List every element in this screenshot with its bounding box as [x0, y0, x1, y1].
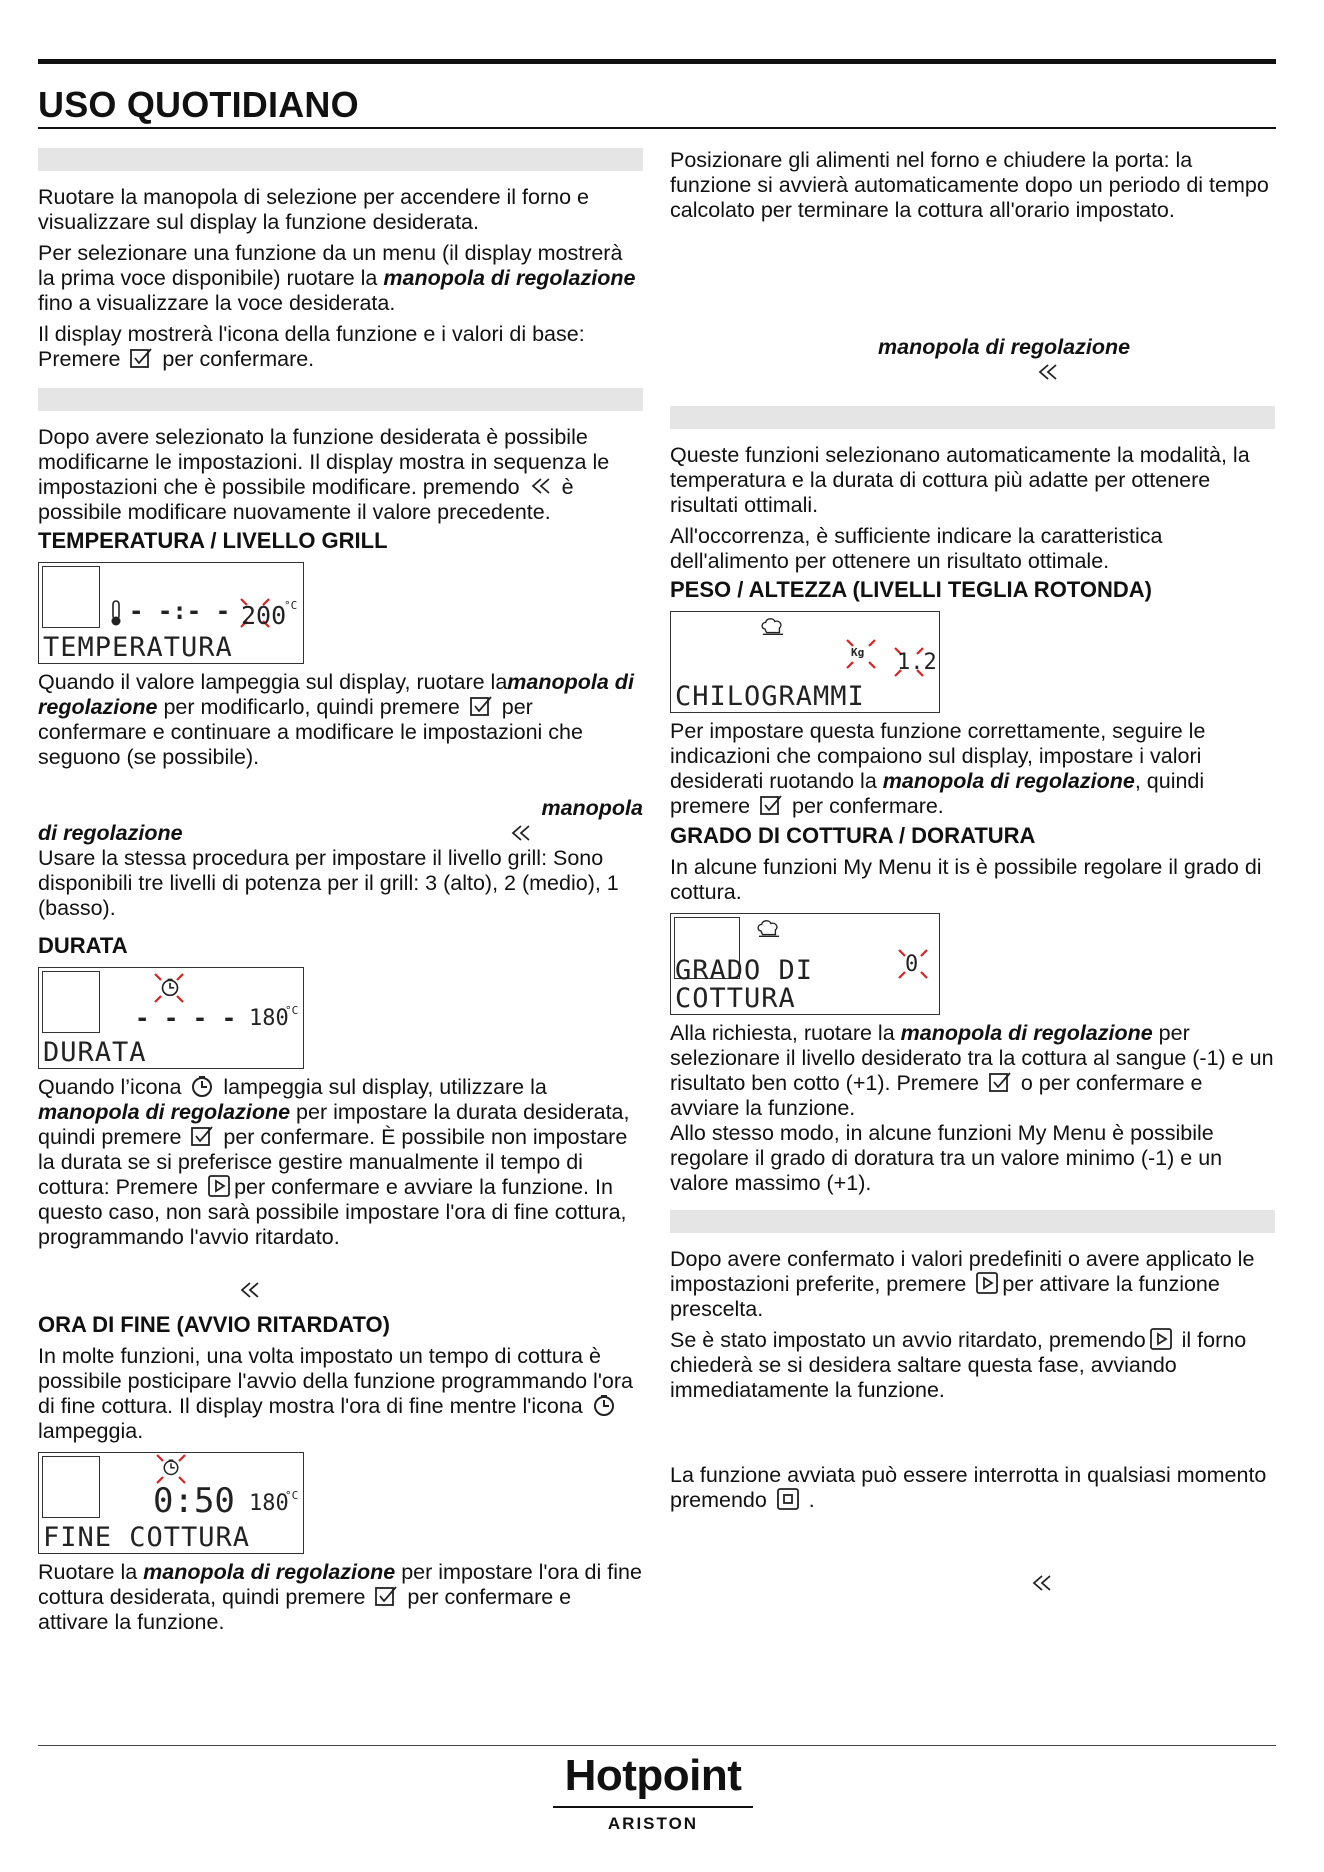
- brand-logo: [548, 1748, 758, 1834]
- back-icon: [238, 1280, 262, 1300]
- paragraph: Alla richiesta, ruotare la manopola di regolazione per selezionare il livello desiderato tra la cottura al sangue (-1) e un risultato ben cotto (+1). Premere o per confermare e avviare la funzione.: [670, 1021, 1274, 1120]
- back-icon: [1036, 362, 1060, 382]
- display-value: 180: [249, 1006, 289, 1031]
- display-label: DURATA: [43, 1037, 147, 1068]
- back-row: [38, 1280, 643, 1304]
- subheading-durata: DURATA: [38, 933, 128, 958]
- display-label: GRADO DI COTTURA: [675, 955, 814, 1014]
- confirm-icon: [988, 1071, 1012, 1093]
- subheading-temperature: TEMPERATURA / LIVELLO GRILL: [38, 528, 388, 553]
- clock-icon: [162, 1458, 180, 1476]
- paragraph: Queste funzioni selezionano automaticamente la modalità, la temperatura e la durata di cottura più adatte per ottenere risultati ottimali.: [670, 443, 1250, 517]
- display-unit: °C: [284, 599, 298, 612]
- section-bar: [38, 388, 643, 411]
- confirm-icon: [374, 1585, 398, 1607]
- paragraph: Ruotare la manopola di regolazione per impostare l'ora di fine cottura desiderata, quindi premere per confermare e attivare la funzione.: [38, 1560, 642, 1634]
- display-fine-cottura: [38, 1452, 304, 1554]
- play-icon: [207, 1174, 231, 1198]
- display-bracket: [42, 1456, 100, 1518]
- display-value: 200: [241, 601, 287, 630]
- display-dashes: - -:- -: [129, 597, 231, 625]
- top-rule: [38, 59, 1276, 64]
- paragraph: La funzione avviata può essere interrotta in qualsiasi momento premendo .: [670, 1463, 1267, 1512]
- paragraph: Quando il valore lampeggia sul display, ruotare lamanopola di regolazione per modificarlo, quindi premere per confermare e continuare a modificare le impostazioni che seguono (se possibile).: [38, 670, 634, 769]
- display-grado: [670, 913, 940, 1015]
- title-rule: [38, 127, 1276, 129]
- back-icon: [509, 823, 533, 843]
- display-chilogrammi: [670, 611, 940, 713]
- thermometer-icon: [109, 599, 123, 627]
- display-unit: Kg: [851, 646, 865, 659]
- brand-sub: ARISTON: [607, 1814, 699, 1833]
- paragraph: Per impostare questa funzione correttamente, seguire le indicazioni che compaiono sul display, impostare i valori desiderati ruotando la manopola di regolazione, quindi premere per confermare.: [670, 719, 1206, 818]
- right-column: [670, 148, 1275, 1597]
- footer-rule: [38, 1745, 1276, 1746]
- stop-icon: [776, 1487, 800, 1511]
- left-column: [38, 148, 643, 1635]
- paragraph: Posizionare gli alimenti nel forno e chiudere la porta: la funzione si avvierà automaticamente dopo un periodo di tempo calcolato per terminare la cottura all'orario impostato.: [670, 148, 1269, 222]
- display-bracket: [42, 566, 100, 628]
- clock-icon: [592, 1393, 616, 1417]
- paragraph: Quando l’icona lampeggia sul display, utilizzare la manopola di regolazione per impostare la durata desiderata, quindi premere per confermare. È possibile non impostare la durata se si preferisce gestire manualmente il tempo di cottura: Premere per confermare e avviare la funzione. In questo caso, non sarà possibile impostare l'ora di fine cottura, programmando l'avvio ritardato.: [38, 1075, 630, 1249]
- paragraph: All'occorrenza, è sufficiente indicare la caratteristica dell'alimento per ottenere un risultato ottimale.: [670, 524, 1163, 573]
- italic-note: manopola: [541, 796, 643, 820]
- brand-underline: [553, 1806, 753, 1808]
- display-unit: °C: [285, 1489, 299, 1502]
- display-value: 1.2: [897, 650, 937, 675]
- display-label: TEMPERATURA: [43, 632, 233, 663]
- back-row: [670, 1573, 1275, 1597]
- brand-name: Hotpoint: [564, 1751, 742, 1800]
- display-value: 180: [249, 1491, 289, 1516]
- paragraph: Allo stesso modo, in alcune funzioni My Menu è possibile regolare il grado di doratura tra un valore minimo (-1) e un valore massimo (+1).: [670, 1121, 1223, 1195]
- page-title: USO QUOTIDIANO: [38, 84, 359, 125]
- paragraph: Usare la stessa procedura per impostare il livello grill: Sono disponibili tre livelli di potenza per il grill: 3 (alto), 2 (medio), 1 (basso).: [38, 846, 619, 920]
- display-label: CHILOGRAMMI: [675, 681, 865, 712]
- paragraph: Se è stato impostato un avvio ritardato, premendo il forno chiederà se si desidera saltare questa fase, avviando immediatamente la funzione.: [670, 1328, 1247, 1402]
- play-icon: [1149, 1327, 1173, 1351]
- back-icon: [1030, 1573, 1054, 1593]
- back-icon: [529, 476, 553, 496]
- display-value: 0: [905, 952, 919, 977]
- display-time: 0:50: [153, 1481, 235, 1521]
- italic-note: manopola di regolazione: [878, 335, 1131, 359]
- paragraph: Dopo avere confermato i valori predefiniti o avere applicato le impostazioni preferite, premere per attivare la funzione prescelta.: [670, 1247, 1255, 1321]
- display-dashes: - - - -: [135, 1004, 237, 1032]
- display-bracket: [42, 971, 100, 1033]
- paragraph: Per selezionare una funzione da un menu (il display mostrerà la prima voce disponibile) ruotare la manopola di regolazione fino a visualizzare la voce desiderata.: [38, 241, 636, 315]
- confirm-icon: [469, 695, 493, 717]
- subheading-grado: GRADO DI COTTURA / DORATURA: [670, 823, 1036, 848]
- chef-icon: [759, 616, 787, 638]
- paragraph: Il display mostrerà l'icona della funzione e i valori di base: Premere per confermare.: [38, 322, 585, 371]
- confirm-icon: [759, 794, 783, 816]
- paragraph: Ruotare la manopola di selezione per accendere il forno e visualizzare sul display la funzione desiderata.: [38, 185, 589, 234]
- display-durata: [38, 967, 304, 1069]
- paragraph: In alcune funzioni My Menu it is è possibile regolare il grado di cottura.: [670, 855, 1262, 904]
- clock-icon: [160, 977, 180, 997]
- section-bar: [38, 148, 643, 171]
- subheading-ora-fine: ORA DI FINE (AVVIO RITARDATO): [38, 1312, 390, 1337]
- paragraph: In molte funzioni, una volta impostato un tempo di cottura è possibile posticipare l'avvio della funzione programmando l'ora di fine cottura. Il display mostra l'ora di fine mentre l'icona lampeggia.: [38, 1344, 634, 1443]
- clock-icon: [190, 1074, 214, 1098]
- display-label: FINE COTTURA: [43, 1522, 251, 1553]
- confirm-icon: [190, 1125, 214, 1147]
- section-bar: [670, 1210, 1275, 1233]
- back-row: [670, 362, 1275, 386]
- paragraph: Dopo avere selezionato la funzione desiderata è possibile modificarne le impostazioni. Il display mostra in sequenza le impostazioni che è possibile modificare. premendo è possibile modificare nuovamente il valore precedente.: [38, 425, 610, 524]
- confirm-icon: [129, 347, 153, 369]
- section-bar: [670, 406, 1275, 429]
- play-icon: [975, 1271, 999, 1295]
- italic-note-row: di regolazione: [38, 821, 643, 846]
- display-temperature: [38, 562, 304, 664]
- subheading-peso: PESO / ALTEZZA (LIVELLI TEGLIA ROTONDA): [670, 577, 1152, 602]
- chef-icon: [755, 918, 783, 940]
- display-unit: °C: [285, 1004, 299, 1017]
